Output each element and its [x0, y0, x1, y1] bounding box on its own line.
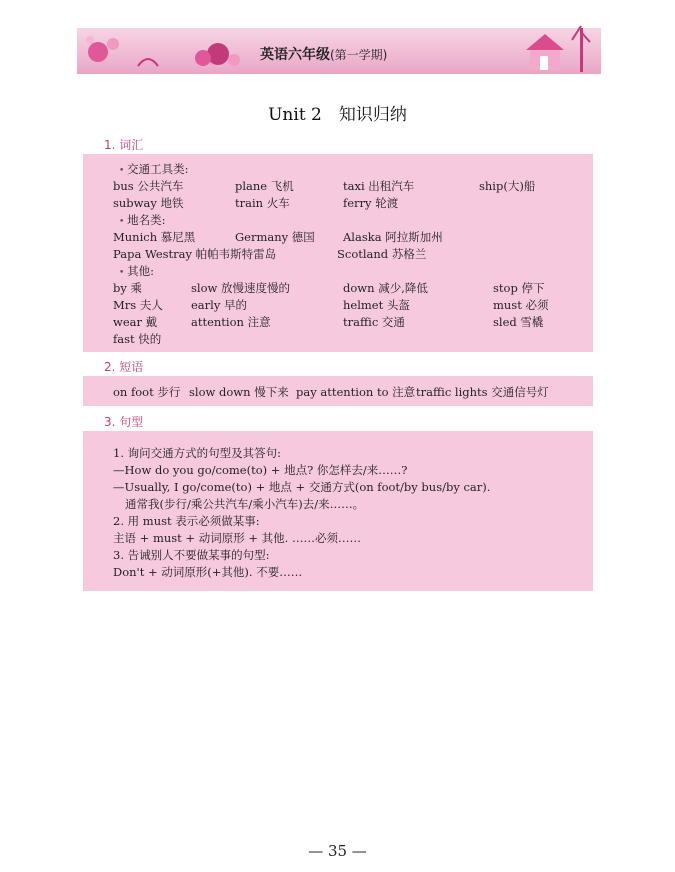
pattern-line: 通常我(步行/乘公共汽车/乘小汽车)去/来……。	[125, 497, 365, 511]
book-title-main: 英语六年级	[260, 47, 330, 63]
vocab-item: down 减少,降低	[343, 281, 428, 295]
vocab-item: subway 地铁	[113, 196, 184, 210]
house-tree-decoration-icon	[520, 18, 604, 76]
vocab-item: stop 停下	[493, 281, 545, 295]
vocab-item: Mrs 夫人	[113, 298, 163, 312]
vocab-item: traffic 交通	[343, 315, 405, 329]
phrase-item: slow down 慢下来	[189, 385, 289, 399]
book-title	[260, 44, 387, 64]
pattern-line: —How do you go/come(to) + 地点? 你怎样去/来……?	[113, 463, 408, 477]
flower-decoration-icon	[78, 22, 248, 74]
section-label-phrases: 2. 短语	[104, 360, 144, 374]
pattern-line: —Usually, I go/come(to) + 地点 + 交通方式(on foot/by bus/by car).	[113, 480, 491, 494]
vocab-item: helmet 头盔	[343, 298, 410, 312]
phrase-item: traffic lights 交通信号灯	[416, 385, 549, 399]
vocab-item: Germany 德国	[235, 230, 315, 244]
vocab-item: ferry 轮渡	[343, 196, 399, 210]
section-label-vocabulary: 1. 词汇	[104, 138, 144, 152]
vocab-item: train 火车	[235, 196, 290, 210]
vocab-item: fast 快的	[113, 332, 162, 346]
pattern-line: 1. 询问交通方式的句型及其答句:	[113, 446, 282, 460]
vocab-item: wear 戴	[113, 315, 158, 329]
vocab-item: Scotland 苏格兰	[337, 247, 427, 261]
vocab-item: slow 放慢速度慢的	[191, 281, 291, 295]
vocab-item: by 乘	[113, 281, 143, 295]
pattern-line: 主语 + must + 动词原形 + 其他. ……必须……	[113, 531, 361, 545]
transport-heading: • 交通工具类:	[119, 161, 189, 177]
vocabulary-box	[83, 154, 593, 352]
vocab-item: Alaska 阿拉斯加州	[343, 230, 443, 244]
phrase-item: pay attention to 注意	[296, 385, 416, 399]
book-title-subtitle: (第一学期)	[330, 48, 388, 62]
vocab-item: must 必须	[493, 298, 549, 312]
sentence-patterns-box	[83, 431, 593, 591]
vocab-item: early 早的	[191, 298, 247, 312]
places-heading: • 地名类:	[119, 212, 166, 228]
page-title: Unit 2 知识归纳	[268, 105, 407, 125]
vocab-item: plane 飞机	[235, 179, 294, 193]
vocab-item: attention 注意	[191, 315, 271, 329]
vocab-item: ship(大)船	[479, 179, 536, 193]
pattern-line: 2. 用 must 表示必须做某事:	[113, 514, 260, 528]
vocab-item: bus 公共汽车	[113, 179, 184, 193]
vocab-item: taxi 出租汽车	[343, 179, 415, 193]
pattern-line: 3. 告诫别人不要做某事的句型:	[113, 548, 270, 562]
phrase-item: on foot 步行	[113, 385, 181, 399]
phrases-box	[83, 376, 593, 406]
pattern-line: Don't + 动词原形(+其他). 不要……	[113, 565, 303, 579]
page-number: — 35 —	[308, 842, 367, 860]
vocab-item: sled 雪橇	[493, 315, 544, 329]
vocab-item: Munich 慕尼黑	[113, 230, 196, 244]
vocab-item: Papa Westray 帕帕韦斯特雷岛	[113, 247, 277, 261]
section-label-sentence-patterns: 3. 句型	[104, 415, 144, 429]
other-heading: • 其他:	[119, 263, 154, 279]
